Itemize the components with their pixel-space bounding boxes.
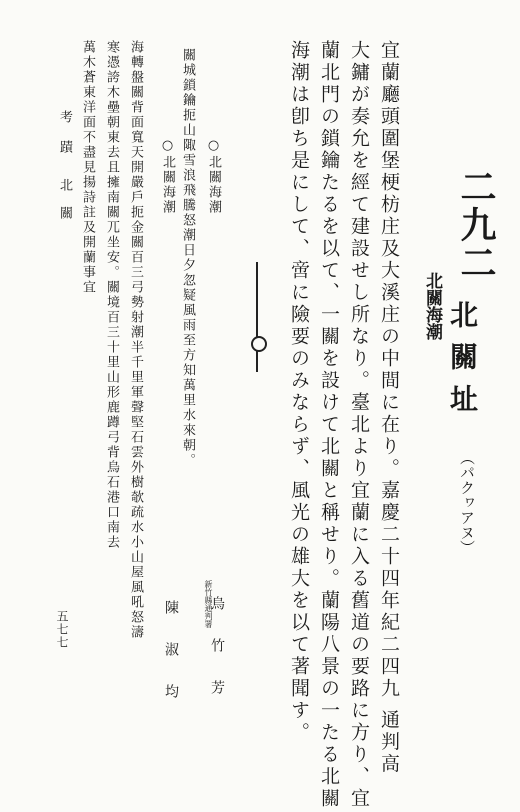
- poem-title: ○北關海潮: [206, 138, 221, 215]
- poem-line: 海轉盤關背面寬天開嚴戶扼金關百三弓勢射潮半千里軍聲堅石雲外樹欹疏水小山屋風吼怒濤: [128, 40, 143, 640]
- poem-author: 烏竹芳: [209, 596, 225, 722]
- body-line: 宜蘭廳頭圍堡梗枋庄及大溪庄の中間に在り。嘉慶二十四年紀二四九 通判高: [378, 40, 400, 776]
- entry-reading: （パクヮアヌ）: [458, 450, 476, 555]
- author-note: 新竹縣通判署: [204, 580, 213, 628]
- poem-line: 寒憑誇木壘朝東去且擁南關兀坐安。關境百三十里山形鹿蹲弓背烏石港口南去: [104, 40, 119, 550]
- section-divider: [256, 262, 258, 372]
- body-line: 海潮は卽ち是にして、啻に險要のみならず、風光の雄大を以て著聞す。: [288, 40, 310, 744]
- entry-subtitle: 北關海潮: [422, 272, 442, 340]
- entry-title: 北關址: [446, 300, 479, 426]
- poem-title: ○北關海潮: [160, 138, 175, 215]
- poem-author: 陳淑均: [163, 600, 179, 726]
- side-label: 關: [57, 206, 72, 225]
- poem-line: 萬木蒼東洋面不盡見揚詩註及開蘭事宜: [80, 40, 95, 295]
- entry-number: 二九二: [455, 168, 497, 282]
- body-line: 大鏞が奏允を經て建設せし所なり。臺北より宜蘭に入る舊道の要路に方り、宜: [348, 40, 370, 810]
- side-label: 蹟: [57, 140, 72, 159]
- side-label: 北: [57, 178, 72, 197]
- poem-line: 關城鎖鑰扼山陬雪浪飛騰怒潮日夕忽疑風雨至方知萬里水來朝。: [180, 48, 195, 468]
- page-number: 五七七: [55, 610, 69, 649]
- divider-ornament: [251, 336, 267, 352]
- body-line: 蘭北門の鎖鑰たるを以て、一關を設けて北關と稱せり。蘭陽八景の一たる北關: [318, 40, 340, 810]
- side-label: 考: [57, 110, 72, 129]
